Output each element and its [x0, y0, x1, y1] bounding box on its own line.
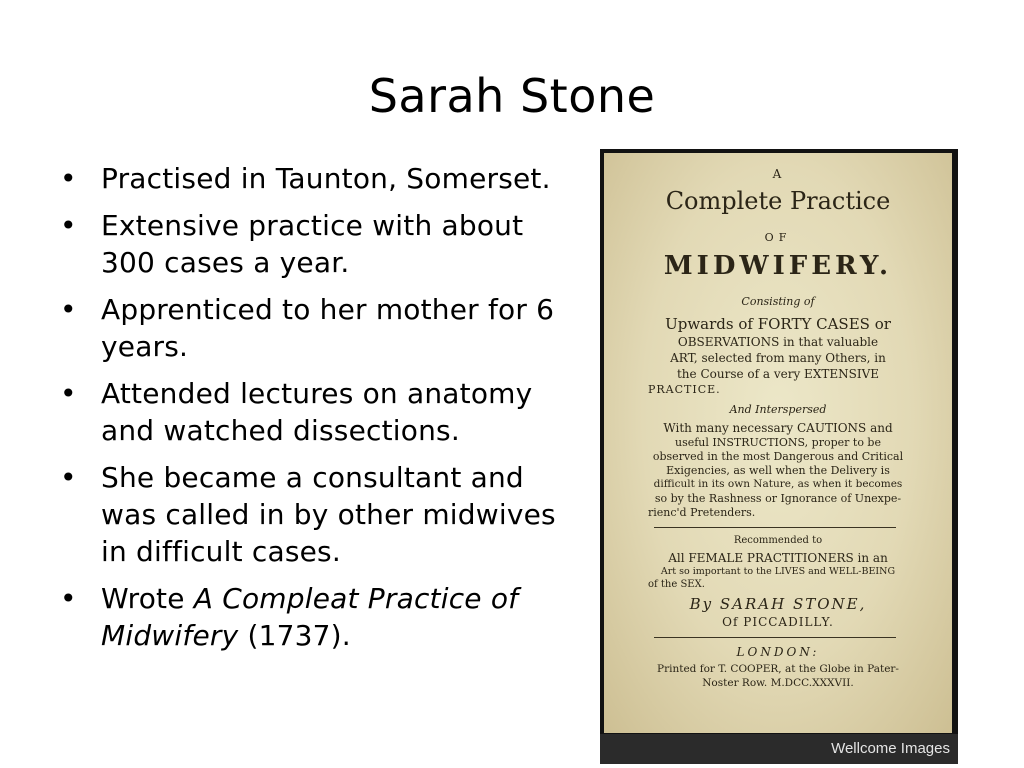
title-page-line: useful INSTRUCTIONS, proper to be [674, 436, 881, 449]
book-title-italic: A Compleat Practice of Midwifery [101, 582, 519, 652]
title-page-line: Complete Practice [665, 187, 891, 215]
title-page-line: Printed for T. COOPER, at the Globe in Pater- [657, 663, 899, 675]
title-page-line: A [772, 167, 784, 181]
bullet-text: (1737). [238, 619, 351, 652]
bullet-text: Wrote [101, 582, 194, 615]
bullet-item [58, 580, 558, 654]
title-page-line: rienc'd Pretenders. [648, 506, 756, 519]
title-page-line: Noster Row. M.DCC.XXXVII. [702, 677, 854, 689]
title-page-line: the Course of a very EXTENSIVE [676, 367, 880, 381]
title-page-line: OF [764, 231, 792, 244]
bullet-item: • Extensive practice with about 300 cases a year. [58, 207, 558, 281]
title-page-line: All FEMALE PRACTITIONERS in an [668, 551, 888, 565]
bullet-list [58, 160, 558, 664]
title-page-line: ART, selected from many Others, in [670, 351, 886, 365]
title-page-line: difficult in its own Nature, as when it becomes [653, 478, 903, 490]
title-page-line: Exigencies, as well when the Delivery is [666, 464, 890, 477]
title-page-line: Of PICCADILLY. [722, 615, 834, 629]
title-page-line: of the SEX. [648, 579, 705, 590]
title-page-line: OBSERVATIONS in that valuable [677, 335, 879, 349]
divider [654, 637, 896, 638]
title-page-line: Art so important to the LIVES and WELL-BEING [660, 566, 896, 577]
bullet-item: • Apprenticed to her mother for 6 years. [58, 291, 558, 365]
title-page [604, 153, 952, 733]
title-page-line: so by the Rashness or Ignorance of Unexpe- [654, 492, 902, 505]
title-page-line: MIDWIFERY. [663, 251, 893, 281]
title-page-line: With many necessary CAUTIONS and [663, 421, 893, 435]
divider [654, 527, 896, 528]
title-page-line: And Interspersed [729, 403, 827, 416]
title-page-line: Upwards of FORTY CASES or [665, 315, 891, 333]
title-page-line: By SARAH STONE, [689, 595, 867, 613]
title-page-line: Recommended to [733, 535, 823, 546]
title-page-line: PRACTICE. [648, 383, 721, 396]
title-page-line: LONDON: [736, 645, 820, 659]
bullet-item: • She became a consultant and was called in by other midwives in difficult cases. [58, 459, 558, 570]
title-page-line: Consisting of [741, 295, 815, 308]
book-title-page-image [600, 149, 958, 764]
bullet-item: • Attended lectures on anatomy and watched dissections. [58, 375, 558, 449]
image-credit: Wellcome Images [600, 734, 958, 764]
slide-title: Sarah Stone [368, 69, 656, 123]
bullet-item: • Practised in Taunton, Somerset. [58, 160, 558, 197]
title-page-line: observed in the most Dangerous and Critical [652, 450, 904, 463]
